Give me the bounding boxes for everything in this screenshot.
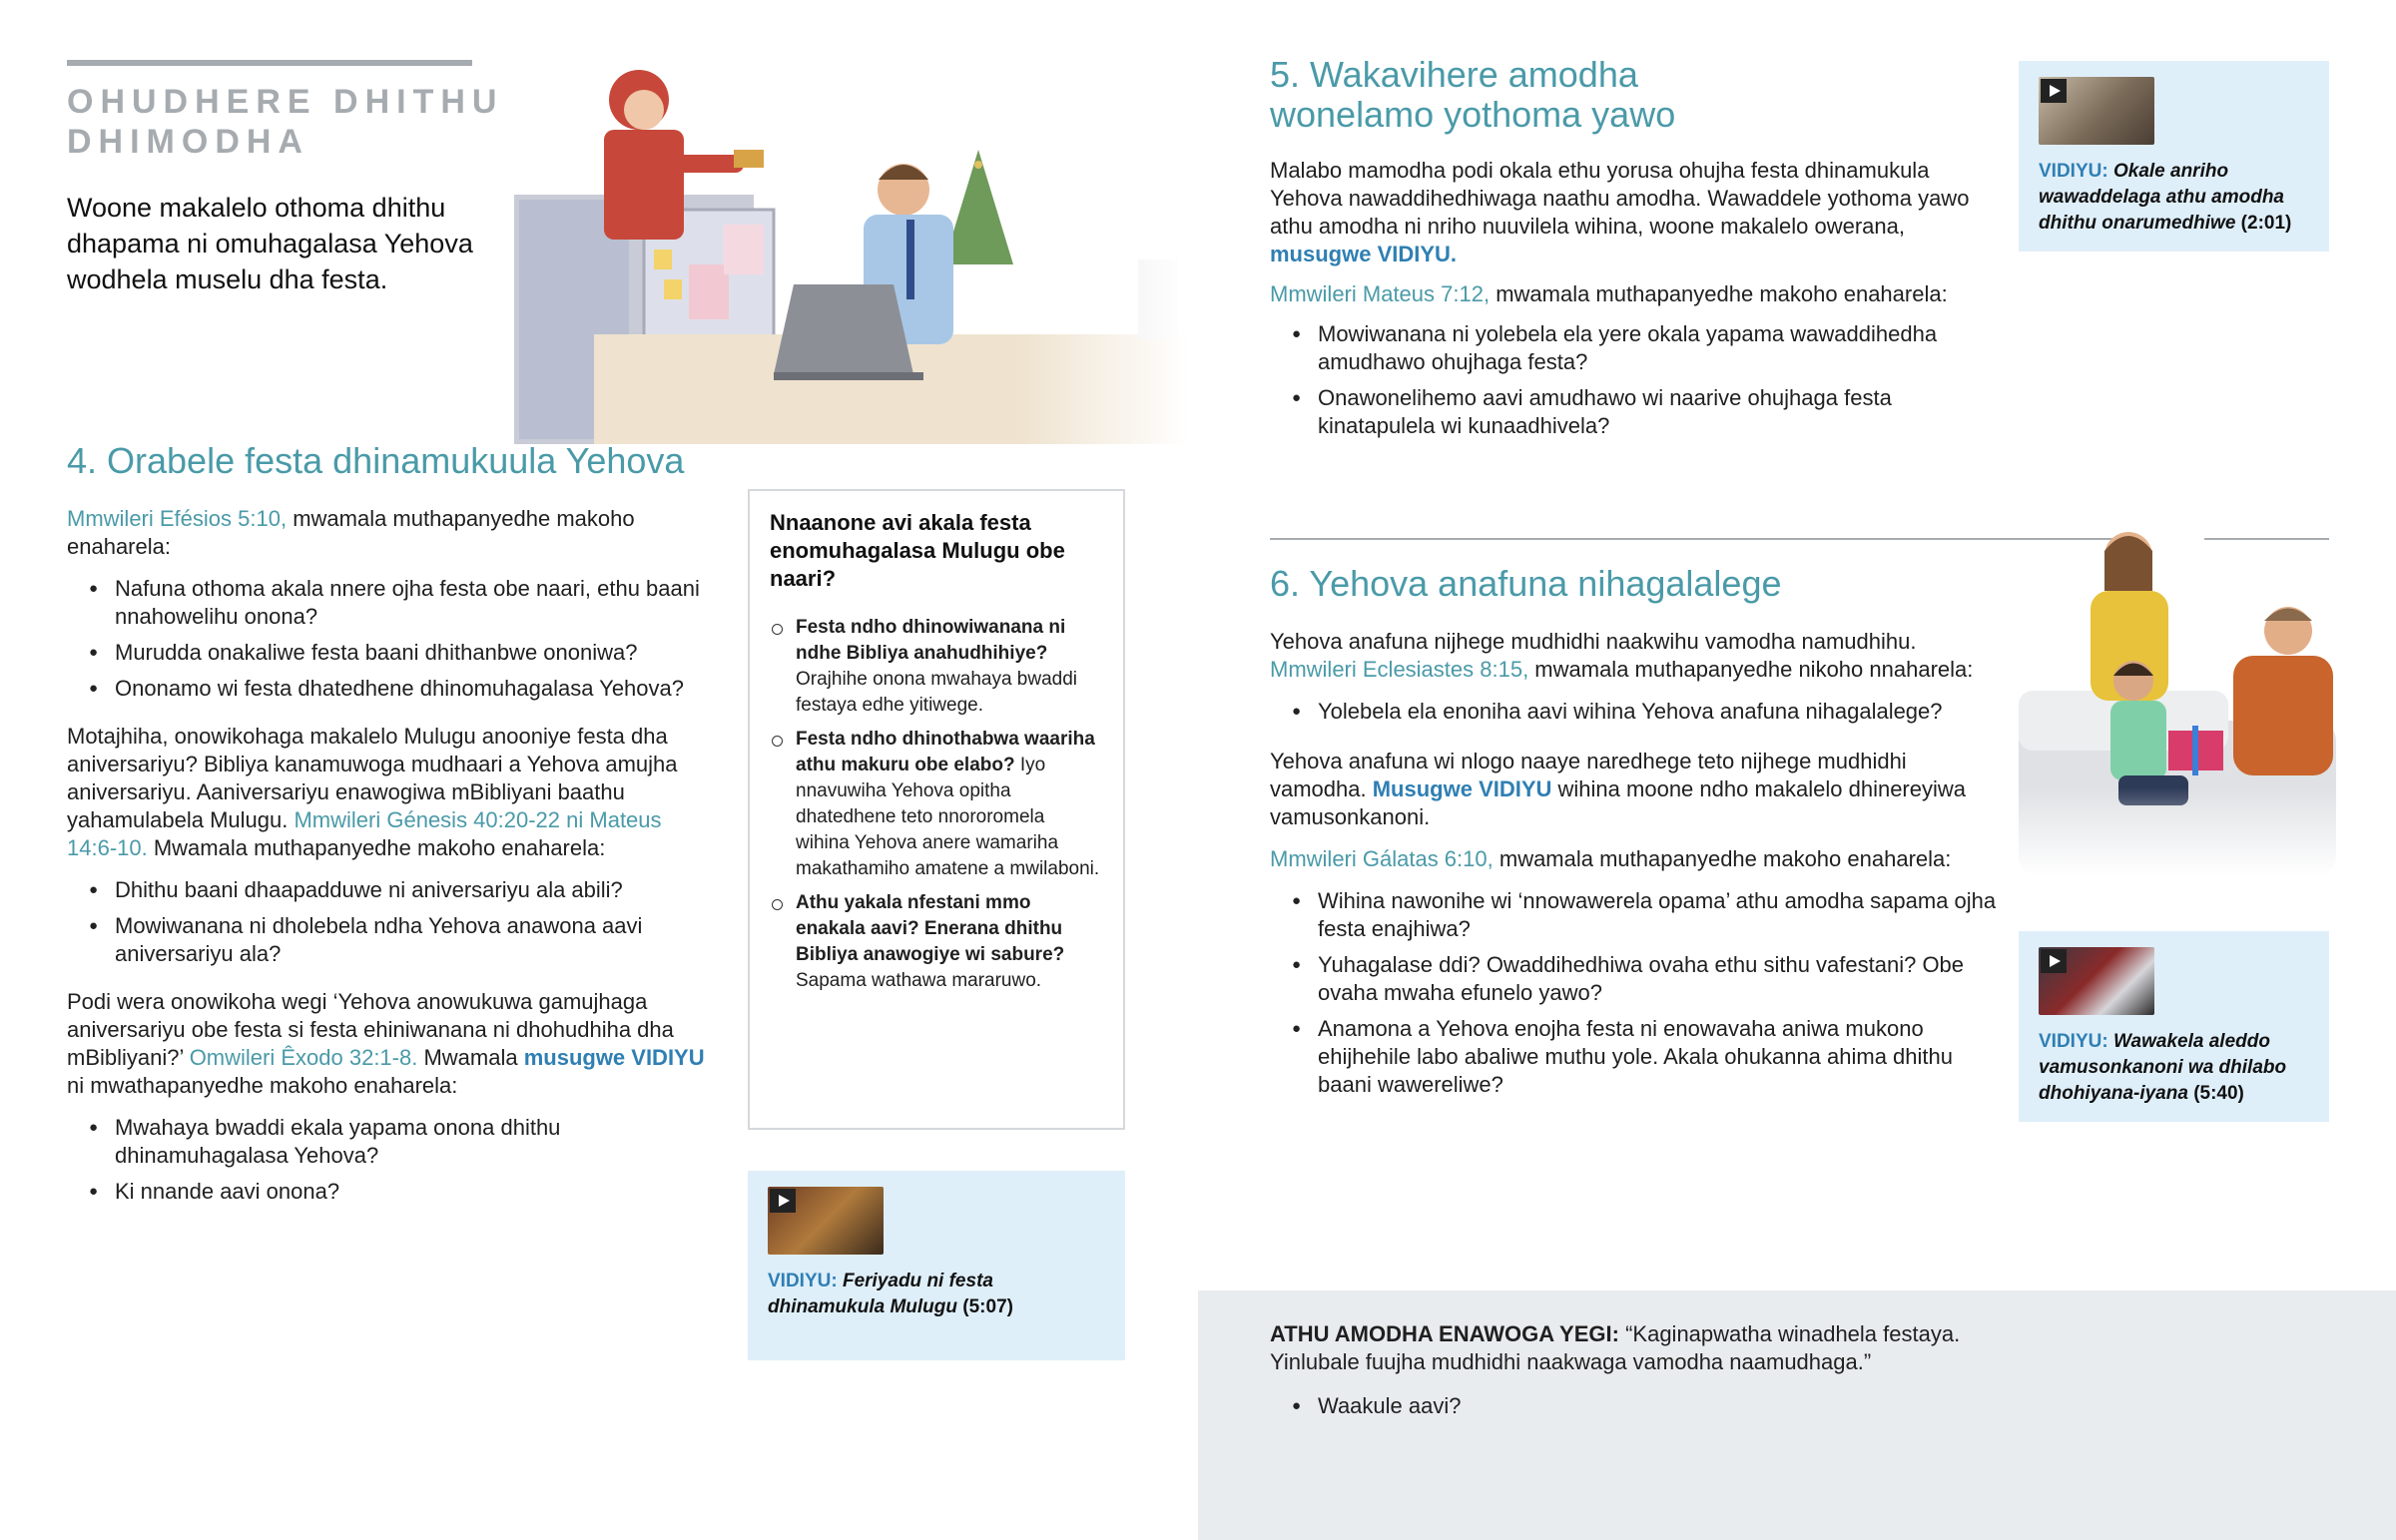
- paragraph-text: mwamala muthapanyedhe nikoho nnaharela:: [1528, 657, 1974, 682]
- list-item: ● Waakule aavi?: [1270, 1392, 1461, 1420]
- section4: [67, 441, 706, 1214]
- scripture-ref[interactable]: Mmwileri Mateus 7:12,: [1270, 281, 1491, 306]
- list-item: [770, 727, 1103, 882]
- intro-text: Woone makalelo othoma dhithu dhapama ni omuhagalasa Yehova wodhela muselu dha festa.: [67, 193, 473, 294]
- paragraph-text: Motajhiha, onowikohaga makalelo Mulugu anooniye festa dha aniversariyu? Bibliya kanamuwoga mudhaari a Yehova amujha aniversariyu. Aaniversariyu enawogiwa mBibliyani baathu yahamulabela Mulugu.: [67, 724, 678, 832]
- footer-label: ATHU AMODHA ENAWOGA YEGI:: [1270, 1321, 1619, 1346]
- paragraph-text: Mwamala: [417, 1045, 524, 1070]
- video-prefix: VIDIYU:: [2039, 161, 2108, 182]
- play-icon[interactable]: [770, 1189, 796, 1213]
- kicker-rule: [67, 60, 472, 66]
- item-text: Iyo nnavuwiha Yehova opitha dhatedhene teto nnororomela wihina Yehova anere wamariha makathamiho amatene a mwilaboni.: [796, 755, 1100, 879]
- section5-title: [1270, 55, 1989, 135]
- scripture-ref[interactable]: Omwileri Êxodo 32:1-8.: [189, 1045, 418, 1070]
- paragraph-text: Malabo mamodha podi okala ethu yorusa ohujha festa dhinamukula Yehova nawaddihedhiwaga naathu amodha. Wawaddele yothoma yawo athu amodha ni nriho nuuvilela wihina, woone makalelo owerana,: [1270, 158, 1970, 239]
- scripture-ref[interactable]: Mmwileri Gálatas 6:10,: [1270, 846, 1494, 871]
- paragraph-text: ni mwathapanyedhe makoho enaharela:: [67, 1073, 458, 1098]
- paragraph-text: mwamala muthapanyedhe makoho enaharela:: [1490, 281, 1948, 306]
- scripture-ref[interactable]: Mmwileri Efésios 5:10,: [67, 506, 288, 531]
- list-item: ● Anamona a Yehova enojha festa ni enowavaha aniwa mukono ehijhehile labo abaliwe muthu yole. Akala ohukanna ahima dhithu baani wawereliwe?: [1270, 1015, 1999, 1099]
- video-thumbnail[interactable]: [2039, 947, 2154, 1015]
- bullet-list: [67, 575, 706, 703]
- festival-questions-box: [748, 489, 1125, 1130]
- list-item: ● Murudda onakaliwe festa baani dhithanbwe ononiwa?: [67, 639, 706, 667]
- paragraph-text: mwamala muthapanyedhe makoho enaharela:: [1493, 846, 1952, 871]
- video-link[interactable]: musugwe VIDIYU: [523, 1045, 705, 1070]
- bullet-list: [1270, 698, 2009, 726]
- video-card[interactable]: [748, 1171, 1125, 1360]
- kicker-line-1: OHUDHERE DHITHU: [67, 83, 504, 121]
- list-item: [770, 615, 1103, 719]
- list-item: ● Ki nnande aavi onona?: [67, 1178, 706, 1206]
- video-duration: (5:40): [2193, 1083, 2244, 1104]
- footer-panel: [1198, 1290, 2396, 1540]
- kicker-title: [67, 82, 503, 162]
- section6-paragraph-3: [1270, 845, 2009, 873]
- bullet-list: [1270, 1392, 1461, 1428]
- quote-text: “Kaginapwatha winadhela festaya. Yinlubale fuujha mudhidhi naakwaga vamodha naamudhaga.”: [1270, 1321, 1961, 1374]
- section5: [1270, 55, 1989, 448]
- list-item: ● Ononamo wi festa dhatedhene dhinomuhagalasa Yehova?: [67, 675, 706, 703]
- video-thumbnail[interactable]: [2039, 77, 2154, 145]
- list-item: ● Yolebela ela enoniha aavi wihina Yehova anafuna nihagalalege?: [1270, 698, 2009, 726]
- section4-paragraph-3: [67, 988, 706, 1100]
- section4-title: 4. Orabele festa dhinamukuula Yehova: [67, 440, 685, 481]
- list-item: ● Wihina nawonihe wi ‘nnowawerela opama’ athu amodha sapama ojha festa enajhiwa?: [1270, 887, 1999, 943]
- paragraph-text: wihina moone ndho makalelo dhinereyiwa vamusonkanoni.: [1270, 776, 1967, 829]
- list-item: ● Mowiwanana ni yolebela ela yere okala yapama wawaddihedha amudhawo ohujhaga festa?: [1270, 320, 1989, 376]
- list-item: [770, 890, 1103, 994]
- footer-quote: [1270, 1320, 2009, 1376]
- bullet-list: [67, 876, 706, 968]
- family-illustration: [2019, 521, 2336, 876]
- section-divider: [1270, 538, 2113, 540]
- video-caption: [2039, 159, 2318, 237]
- video-card[interactable]: [2019, 931, 2329, 1122]
- section5-paragraph-2: [1270, 280, 1989, 308]
- scripture-ref[interactable]: Mmwileri Eclesiastes 8:15,: [1270, 657, 1529, 682]
- list-item: ● Yuhagalase ddi? Owaddihedhiwa ovaha ethu sithu vafestani? Obe ovaha mwaha efunelo yawo?: [1270, 951, 1999, 1007]
- video-link[interactable]: musugwe VIDIYU.: [1270, 242, 1458, 266]
- video-duration: (5:07): [962, 1296, 1013, 1317]
- sidebox-list: [770, 615, 1103, 994]
- paragraph-text: mwamala muthapanyedhe makoho enaharela:: [67, 506, 635, 559]
- scripture-ref[interactable]: Mmwileri Génesis 40:20-22 ni Mateus 14:6-10.: [67, 807, 662, 860]
- paragraph-text: Yehova anafuna wi nlogo naaye naredhege teto nijhege mudhidhi vamodha.: [1270, 749, 1907, 801]
- item-question: Festa ndho dhinowiwanana ni ndhe Bibliya anahudhihiye?: [796, 617, 1066, 664]
- video-caption: [768, 1269, 1107, 1320]
- bullet-list: [1270, 887, 1999, 1099]
- kicker-line-2: DHIMODHA: [67, 123, 309, 161]
- list-item: ● Onawonelihemo aavi amudhawo wi naarive ohujhaga festa kinatapulela wi kunaadhivela?: [1270, 384, 1989, 440]
- video-title: Feriyadu ni festa dhinamukula Mulugu: [768, 1271, 993, 1317]
- section4-paragraph-1: [67, 505, 706, 561]
- video-duration: (2:01): [2240, 213, 2292, 234]
- bullet-list: [1270, 320, 1989, 440]
- video-prefix: VIDIYU:: [768, 1271, 838, 1291]
- video-title: Wawakela aleddo vamusonkanoni wa dhilabo dhohiyana-iyana: [2039, 1031, 2287, 1104]
- paragraph-text: Podi wera onowikoha wegi ‘Yehova anowukuwa gamujhaga aniversariyu obe festa si festa ehiniwanana ni dhohudhiha dha mBibliyani?’: [67, 989, 674, 1070]
- play-icon[interactable]: [2041, 79, 2067, 103]
- play-icon[interactable]: [2041, 949, 2067, 973]
- list-item: ● Dhithu baani dhaapadduwe ni aniversariyu ala abili?: [67, 876, 706, 904]
- video-card[interactable]: [2019, 61, 2329, 252]
- list-item: ● Mowiwanana ni dholebela ndha Yehova anawona aavi aniversariyu ala?: [67, 912, 706, 968]
- sidebox-title: Nnaanone avi akala festa enomuhagalasa Mulugu obe naari?: [770, 510, 1065, 591]
- section6: [1270, 564, 2009, 1107]
- video-link[interactable]: Musugwe VIDIYU: [1372, 776, 1552, 801]
- item-question: Athu yakala nfestani mmo enakala aavi? Enerana dhithu Bibliya anawogiye wi sabure?: [796, 892, 1065, 965]
- section6-paragraph-1: [1270, 628, 2009, 684]
- office-illustration: [514, 55, 1188, 444]
- section4-paragraph-2: [67, 723, 706, 862]
- video-title: Okale anriho wawaddelaga athu amodha dhithu onarumedhiwe: [2039, 161, 2284, 234]
- title-line: wonelamo yothoma yawo: [1270, 94, 1676, 135]
- list-item: ● Mwahaya bwaddi ekala yapama onona dhithu dhinamuhagalasa Yehova?: [67, 1114, 706, 1170]
- title-line: 5. Wakavihere amodha: [1270, 54, 1638, 95]
- item-text: Sapama wathawa mararuwo.: [796, 970, 1042, 991]
- section5-paragraph-1: [1270, 157, 1989, 268]
- paragraph-text: Mwamala muthapanyedhe makoho enaharela:: [147, 835, 606, 860]
- bullet-list: [67, 1114, 706, 1206]
- list-item: ● Nafuna othoma akala nnere ojha festa obe naari, ethu baani nnahowelihu onona?: [67, 575, 706, 631]
- item-question: Festa ndho dhinothabwa waariha athu makuru obe elabo?: [796, 729, 1095, 775]
- video-caption: [2039, 1029, 2318, 1107]
- section6-paragraph-2: [1270, 748, 2004, 831]
- paragraph-text: Yehova anafuna nijhege mudhidhi naakwihu vamodha namudhihu.: [1270, 629, 1917, 654]
- item-text: Orajhihe onona mwahaya bwaddi festaya edhe yitiwege.: [796, 669, 1078, 716]
- video-thumbnail[interactable]: [768, 1187, 884, 1255]
- section6-title: 6. Yehova anafuna nihagalalege: [1270, 563, 1782, 604]
- video-prefix: VIDIYU:: [2039, 1031, 2108, 1052]
